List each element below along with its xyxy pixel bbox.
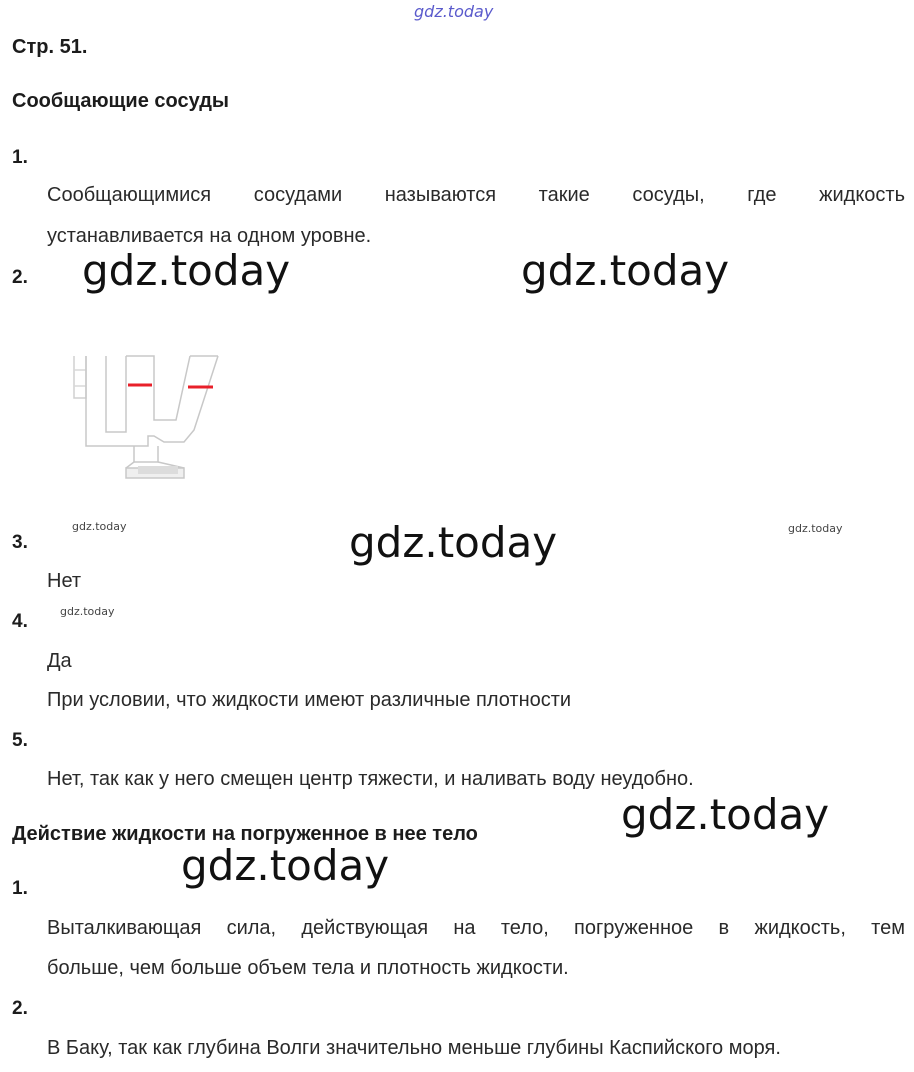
answer-text: Выталкивающая сила, действующая на тело, погруженное в жидкость, тем xyxy=(47,917,905,939)
watermark-top: gdz.today xyxy=(414,2,494,21)
watermark: gdz.today xyxy=(621,790,830,839)
answer-text: Нет, так как у него смещен центр тяжести, и наливать воду неудобно. xyxy=(47,768,694,790)
item-number: 2. xyxy=(12,267,28,288)
item-number: 1. xyxy=(12,878,28,899)
communicating-vessels-figure xyxy=(66,350,226,486)
page-label: Стр. 51. xyxy=(12,36,88,58)
item-number: 1. xyxy=(12,147,28,168)
watermark: gdz.today xyxy=(349,518,558,567)
watermark: gdz.today xyxy=(60,605,115,618)
answer-text: Да xyxy=(47,650,72,672)
section-title-communicating-vessels: Сообщающие сосуды xyxy=(12,90,230,112)
section-title-buoyancy: Действие жидкости на погруженное в нее тело xyxy=(12,823,478,845)
watermark: gdz.today xyxy=(82,246,291,295)
answer-text: При условии, что жидкости имеют различные плотности xyxy=(47,689,572,711)
answer-text: В Баку, так как глубина Волги значительно меньше глубины Каспийского моря. xyxy=(47,1037,781,1059)
item-number: 5. xyxy=(12,730,28,751)
answer-text: Нет xyxy=(47,570,82,592)
answer-text: больше, чем больше объем тела и плотность жидкости. xyxy=(47,957,569,979)
watermark: gdz.today xyxy=(788,522,843,535)
watermark: gdz.today xyxy=(181,841,390,890)
watermark: gdz.today xyxy=(72,520,127,533)
answer-text: устанавливается на одном уровне. xyxy=(47,225,372,247)
item-number: 4. xyxy=(12,611,28,632)
answer-text: Сообщающимися сосудами называются такие сосуды, где жидкость xyxy=(47,184,905,206)
item-number: 2. xyxy=(12,998,28,1019)
item-number: 3. xyxy=(12,532,28,553)
watermark: gdz.today xyxy=(521,246,730,295)
